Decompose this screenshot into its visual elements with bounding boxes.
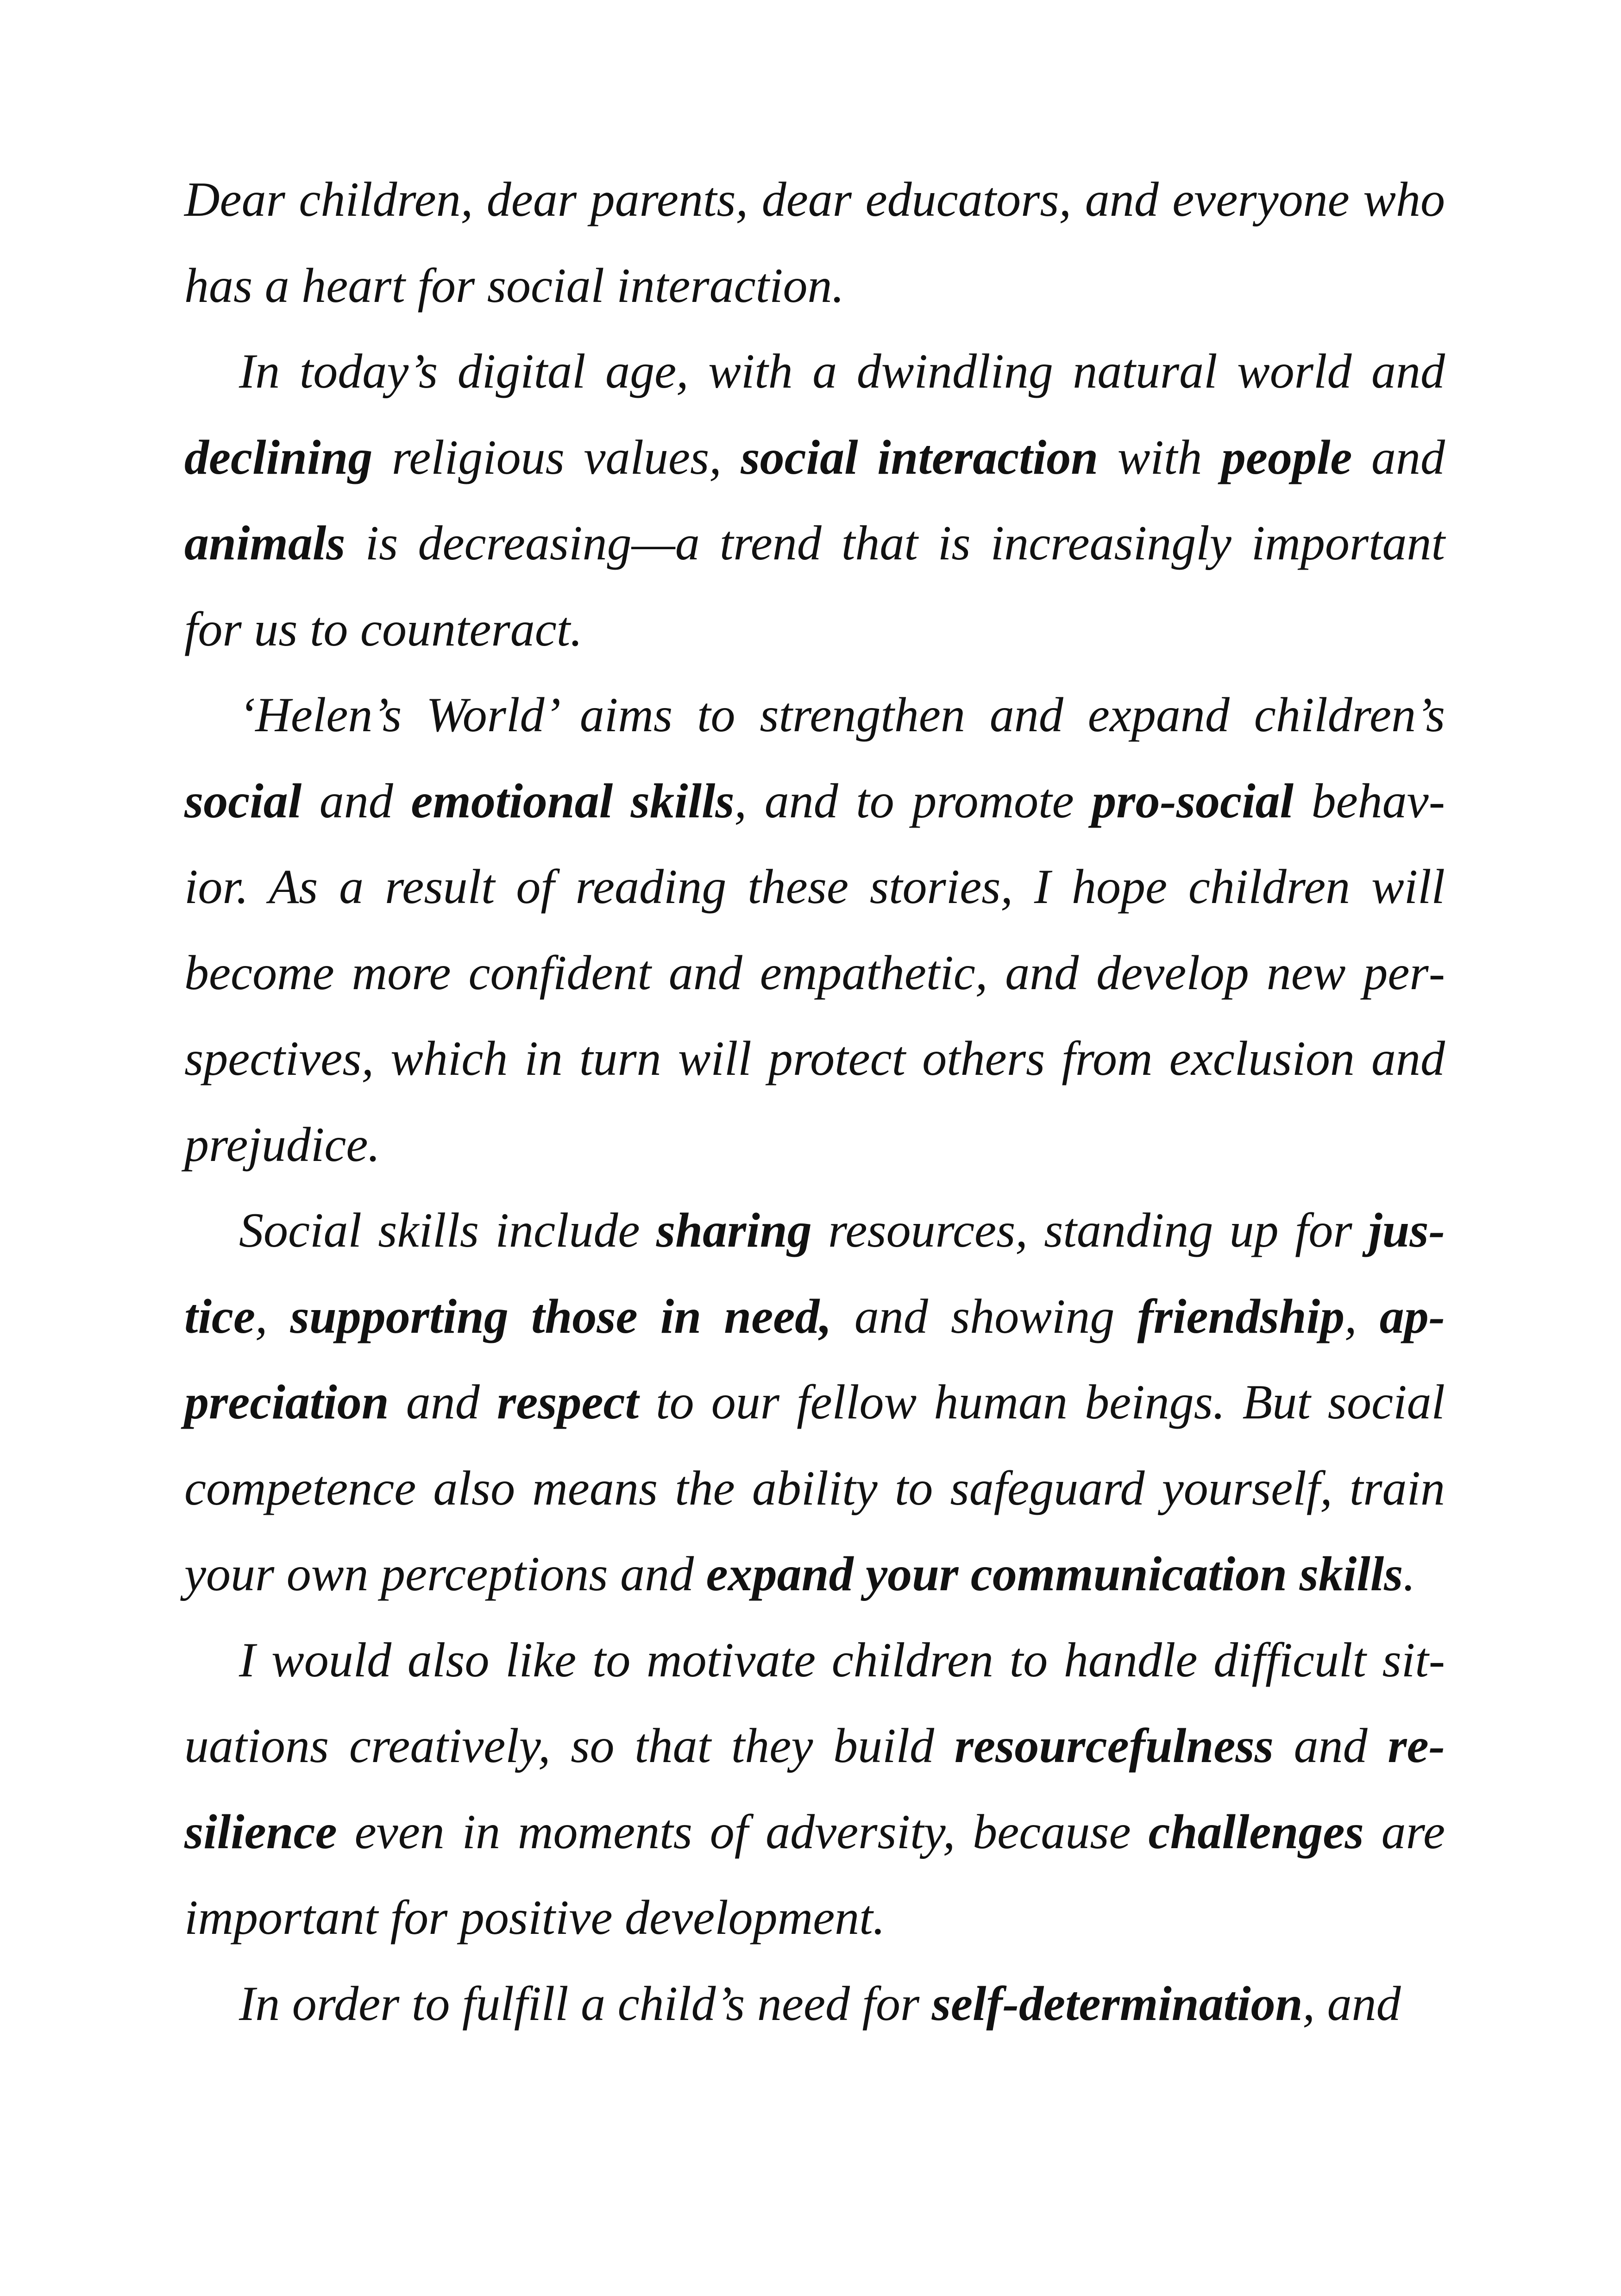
emphasis-text: self-determination [931,1976,1303,2031]
body-text-run: . [1403,1547,1415,1601]
body-text-run: behavior. As a result of reading these stories, I hope children will become more confident and empathetic, and develop new perspectives, which in turn will protect others from exclusion and prejudice. [184,773,1445,1172]
emphasis-text: justice [184,1203,1445,1343]
body-text-run: and [1352,430,1445,484]
emphasis-text: expand your communication skills [706,1547,1403,1601]
body-text-run: is decreasing—a trend that is increasingly important for us to counteract. [184,516,1445,656]
emphasis-text: appreciation [184,1289,1445,1429]
emphasis-text: social [184,773,302,828]
emphasis-text: people [1221,430,1352,484]
paragraph [184,1187,1445,1617]
body-text-run: Social skills include [239,1203,656,1257]
paragraph [184,672,1445,1187]
emphasis-text: supporting those in need, [290,1289,832,1343]
body-text-run: and [389,1375,497,1429]
body-text-run: religious values, [372,430,741,484]
body-text-run: and [302,773,411,828]
emphasis-text: sharing [656,1203,812,1257]
emphasis-text: resilience [184,1719,1445,1859]
paragraph [184,328,1445,672]
paragraph [184,1961,1445,2047]
body-text-run: and [1273,1719,1388,1773]
body-text-run: Dear children, dear parents, dear educators, and everyone who has a heart for social interaction. [184,172,1445,313]
body-text-run: In today’s digital age, with a dwindling natural world and [239,344,1445,398]
body-text-run: and showing [831,1289,1137,1343]
body-text-run: In order to fulfill a child’s need for [239,1976,932,2031]
emphasis-text: pro-social [1092,773,1294,828]
body-text-run: I would also like to motivate children to handle difficult situations creatively, so that they build [184,1632,1445,1773]
emphasis-text: emotional skills [411,773,735,828]
emphasis-text: social interaction [741,430,1099,484]
paragraph [184,157,1445,328]
emphasis-text: challenges [1148,1804,1364,1859]
body-text-run: even in moments of adversity, because [337,1804,1149,1859]
body-text [184,157,1445,2046]
body-text-run: to our fellow human beings. But social competence also means the ability to safeguard yourself, train your own perceptions and [184,1375,1445,1601]
body-text-run: , [1345,1289,1380,1343]
body-text-run: ‘Helen’s World’ aims to strengthen and expand children’s [239,688,1445,742]
emphasis-text: animals [184,516,346,570]
body-text-run: resources, standing up for [811,1203,1369,1257]
body-text-run: , [255,1289,290,1343]
body-text-run: with [1098,430,1221,484]
paragraph [184,1617,1445,1961]
emphasis-text: friendship [1137,1289,1345,1343]
emphasis-text: declining [184,430,373,484]
body-text-run: , and [1302,1976,1401,2031]
body-text-run: , and to promote [734,773,1092,828]
emphasis-text: resourcefulness [954,1719,1274,1773]
emphasis-text: respect [496,1375,639,1429]
body-text-run: are important for positive development. [184,1804,1445,1945]
